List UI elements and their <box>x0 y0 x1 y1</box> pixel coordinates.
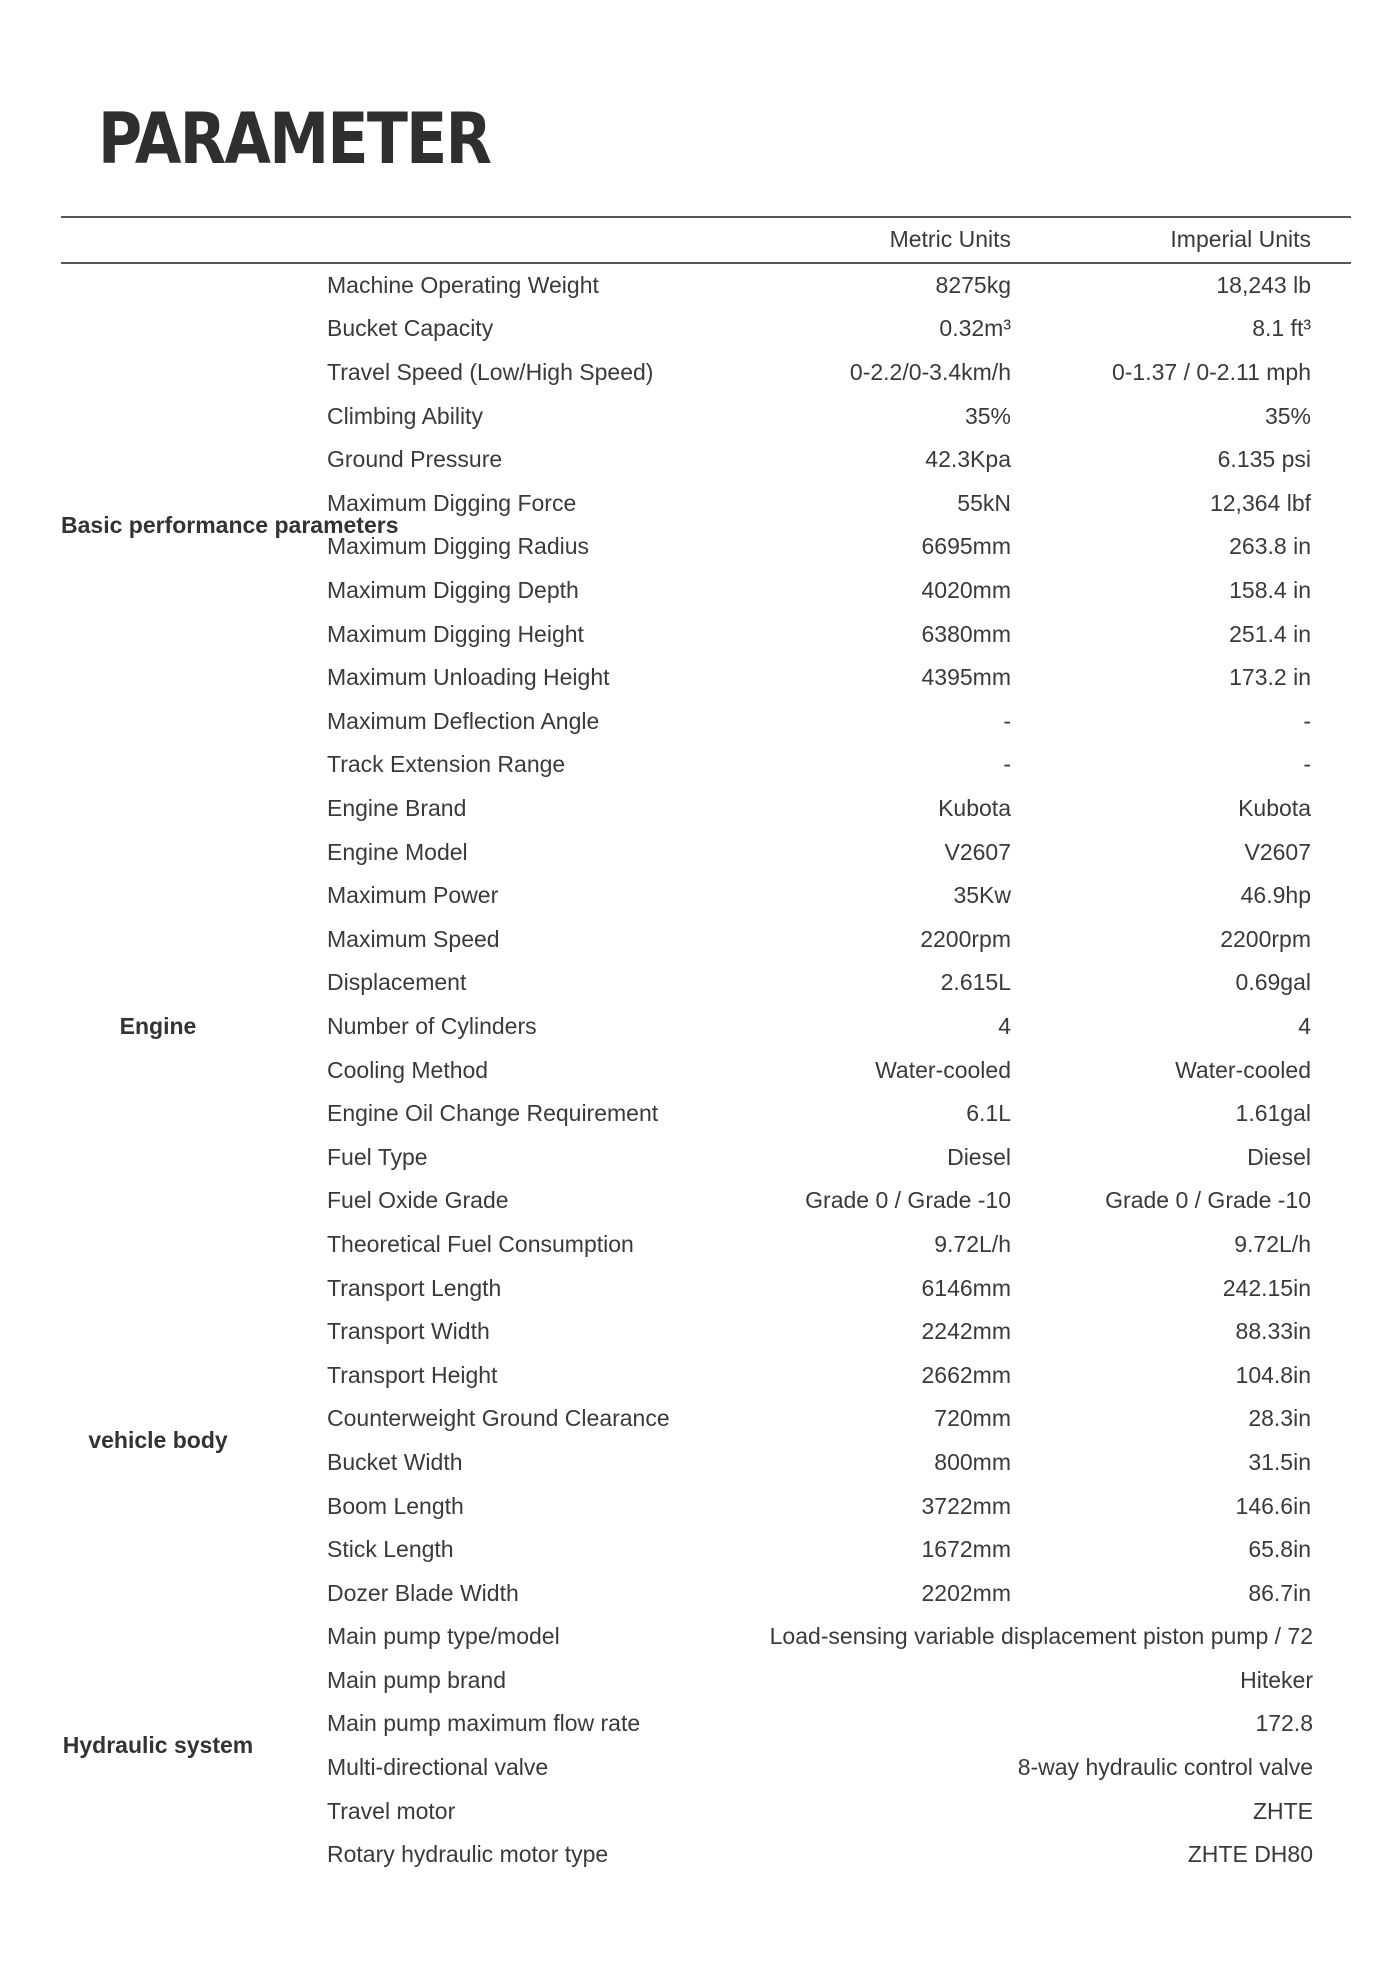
table-row <box>61 351 1351 395</box>
parameter-name: Maximum Power <box>327 882 499 909</box>
parameter-value: Load-sensing variable displacement piston pump / 72 <box>769 1623 1313 1650</box>
imperial-value: 12,364 lbf <box>1209 489 1311 516</box>
imperial-value: 88.33in <box>1235 1318 1311 1345</box>
parameter-name: Transport Height <box>327 1361 498 1388</box>
parameter-name: Displacement <box>327 969 467 996</box>
table-row <box>61 1005 1351 1049</box>
parameter-value: ZHTE <box>1252 1797 1313 1824</box>
table-row <box>61 1092 1351 1136</box>
parameter-name: Fuel Type <box>327 1143 428 1170</box>
imperial-value: 0.69gal <box>1235 969 1311 996</box>
parameter-name: Maximum Deflection Angle <box>327 707 600 734</box>
metric-value: Kubota <box>938 795 1011 822</box>
imperial-value: 9.72L/h <box>1234 1230 1311 1257</box>
table-row <box>61 612 1351 656</box>
table-row <box>61 394 1351 438</box>
imperial-value: 173.2 in <box>1229 664 1311 691</box>
metric-value: Grade 0 / Grade -10 <box>805 1187 1011 1214</box>
imperial-value: 146.6in <box>1235 1492 1311 1519</box>
parameter-name: Climbing Ability <box>327 402 483 429</box>
metric-value: 35% <box>964 402 1011 429</box>
imperial-value: 65.8in <box>1248 1536 1311 1563</box>
table-row <box>61 1441 1351 1485</box>
parameter-name: Maximum Digging Depth <box>327 577 579 604</box>
table-row <box>61 1223 1351 1267</box>
table-row <box>61 1048 1351 1092</box>
parameter-name: Maximum Digging Height <box>327 620 584 647</box>
table-row <box>61 1659 1351 1703</box>
table-row <box>61 830 1351 874</box>
imperial-value: 251.4 in <box>1229 620 1311 647</box>
parameter-name: Transport Width <box>327 1318 490 1345</box>
parameter-name: Engine Model <box>327 838 468 865</box>
parameter-name: Theoretical Fuel Consumption <box>327 1230 634 1257</box>
metric-value: 800mm <box>934 1448 1011 1475</box>
parameter-name: Transport Length <box>327 1274 502 1301</box>
table-row <box>61 1484 1351 1528</box>
metric-value: 4395mm <box>921 664 1011 691</box>
table-row <box>61 656 1351 700</box>
table-row <box>61 787 1351 831</box>
metric-value: Diesel <box>947 1143 1011 1170</box>
metric-value: 8275kg <box>935 271 1011 298</box>
parameter-name: Maximum Digging Radius <box>327 533 590 560</box>
table-row <box>61 918 1351 962</box>
metric-value: 55kN <box>957 489 1011 516</box>
header-param-spacer <box>255 217 764 263</box>
header-imperial-units: Imperial Units <box>1069 217 1351 263</box>
header-metric-units: Metric Units <box>764 217 1069 263</box>
table-row <box>61 874 1351 918</box>
imperial-value: 31.5in <box>1248 1448 1311 1475</box>
parameter-name: Fuel Oxide Grade <box>327 1187 509 1214</box>
header-spacer <box>61 217 255 263</box>
parameter-name: Ground Pressure <box>327 446 503 473</box>
parameter-name: Cooling Method <box>327 1056 489 1083</box>
table-row <box>61 1571 1351 1615</box>
imperial-value: 104.8in <box>1235 1361 1311 1388</box>
table-row <box>61 1615 1351 1659</box>
table-row <box>61 1528 1351 1572</box>
table-row <box>61 961 1351 1005</box>
parameter-name: Multi-directional valve <box>327 1754 549 1781</box>
section-label: vehicle body <box>88 1427 228 1454</box>
table-row <box>61 1397 1351 1441</box>
metric-value: 2242mm <box>921 1318 1011 1345</box>
parameter-name: Travel Speed (Low/High Speed) <box>327 359 654 386</box>
table-row <box>61 700 1351 744</box>
imperial-value: Water-cooled <box>1175 1056 1311 1083</box>
imperial-value: - <box>1303 707 1311 734</box>
metric-value: 2202mm <box>921 1579 1011 1606</box>
parameter-table-body <box>61 217 1351 1877</box>
table-row <box>61 1789 1351 1833</box>
table-row <box>61 1135 1351 1179</box>
parameter-name: Counterweight Ground Clearance <box>327 1405 670 1432</box>
parameter-value: 172.8 <box>1255 1710 1313 1737</box>
parameter-name: Track Extension Range <box>327 751 566 778</box>
parameter-name: Bucket Width <box>327 1448 463 1475</box>
metric-value: 6695mm <box>921 533 1011 560</box>
table-row <box>61 1179 1351 1223</box>
metric-value: V2607 <box>944 838 1011 865</box>
metric-value: 6.1L <box>966 1100 1011 1127</box>
imperial-value: 1.61gal <box>1235 1100 1311 1127</box>
table-row <box>61 1702 1351 1746</box>
metric-value: 35Kw <box>953 882 1011 909</box>
table-row <box>61 1266 1351 1310</box>
table-row <box>61 263 1351 308</box>
imperial-value: - <box>1303 751 1311 778</box>
metric-value: 1672mm <box>921 1536 1011 1563</box>
section-label: Basic performance parameters <box>61 511 399 538</box>
metric-value: 2200rpm <box>920 925 1011 952</box>
imperial-value: 2200rpm <box>1220 925 1311 952</box>
imperial-value: 6.135 psi <box>1217 446 1311 473</box>
imperial-value: 4 <box>1298 1012 1311 1039</box>
imperial-value: V2607 <box>1244 838 1311 865</box>
imperial-value: 242.15in <box>1222 1274 1311 1301</box>
metric-value: - <box>1003 751 1011 778</box>
table-row <box>61 1833 1351 1877</box>
parameter-value: 8-way hydraulic control valve <box>1017 1754 1313 1781</box>
imperial-value: Grade 0 / Grade -10 <box>1105 1187 1311 1214</box>
metric-value: 4020mm <box>921 577 1011 604</box>
imperial-value: Kubota <box>1238 795 1311 822</box>
parameter-name: Main pump type/model <box>327 1623 560 1650</box>
metric-value: 0-2.2/0-3.4km/h <box>849 359 1011 386</box>
parameter-name: Maximum Unloading Height <box>327 664 610 691</box>
parameter-name: Engine Oil Change Requirement <box>327 1100 659 1127</box>
table-row <box>61 743 1351 787</box>
imperial-value: 28.3in <box>1248 1405 1311 1432</box>
metric-value: 6146mm <box>921 1274 1011 1301</box>
imperial-value: 86.7in <box>1248 1579 1311 1606</box>
table-row <box>61 307 1351 351</box>
parameter-value: ZHTE DH80 <box>1187 1841 1313 1868</box>
metric-value: 2662mm <box>921 1361 1011 1388</box>
parameter-name: Travel motor <box>327 1797 456 1824</box>
parameter-name: Stick Length <box>327 1536 454 1563</box>
imperial-value: 46.9hp <box>1240 882 1311 909</box>
page-title: PARAMETER <box>98 98 491 180</box>
imperial-value: 35% <box>1264 402 1311 429</box>
metric-value: 2.615L <box>940 969 1011 996</box>
metric-value: 6380mm <box>921 620 1011 647</box>
parameter-name: Number of Cylinders <box>327 1012 537 1039</box>
table-row <box>61 569 1351 613</box>
metric-value: 0.32m³ <box>939 315 1011 342</box>
parameter-value: Hiteker <box>1240 1666 1313 1693</box>
parameter-name: Maximum Speed <box>327 925 500 952</box>
section-label: Hydraulic system <box>62 1732 254 1759</box>
table-row <box>61 438 1351 482</box>
parameter-name: Dozer Blade Width <box>327 1579 519 1606</box>
imperial-value: 158.4 in <box>1229 577 1311 604</box>
imperial-value: 263.8 in <box>1229 533 1311 560</box>
metric-value: 3722mm <box>921 1492 1011 1519</box>
imperial-value: Diesel <box>1247 1143 1311 1170</box>
metric-value: Water-cooled <box>875 1056 1011 1083</box>
metric-value: 9.72L/h <box>934 1230 1011 1257</box>
metric-value: - <box>1003 707 1011 734</box>
parameter-name: Boom Length <box>327 1492 464 1519</box>
table-row <box>61 1353 1351 1397</box>
parameter-name: Bucket Capacity <box>327 315 494 342</box>
parameter-name: Main pump brand <box>327 1666 506 1693</box>
table-row <box>61 1746 1351 1790</box>
table-row <box>61 1310 1351 1354</box>
metric-value: 720mm <box>934 1405 1011 1432</box>
table-header-row <box>61 217 1351 263</box>
imperial-value: 0-1.37 / 0-2.11 mph <box>1111 359 1311 386</box>
parameter-name: Machine Operating Weight <box>327 271 599 298</box>
section-label: Engine <box>119 1012 197 1039</box>
metric-value: 42.3Kpa <box>925 446 1011 473</box>
parameter-name: Maximum Digging Force <box>327 489 577 516</box>
parameter-table <box>61 216 1351 1877</box>
parameter-name: Engine Brand <box>327 795 467 822</box>
parameter-name: Main pump maximum flow rate <box>327 1710 641 1737</box>
metric-value: 4 <box>998 1012 1011 1039</box>
imperial-value: 8.1 ft³ <box>1252 315 1311 342</box>
imperial-value: 18,243 lb <box>1216 271 1311 298</box>
parameter-name: Rotary hydraulic motor type <box>327 1841 609 1868</box>
